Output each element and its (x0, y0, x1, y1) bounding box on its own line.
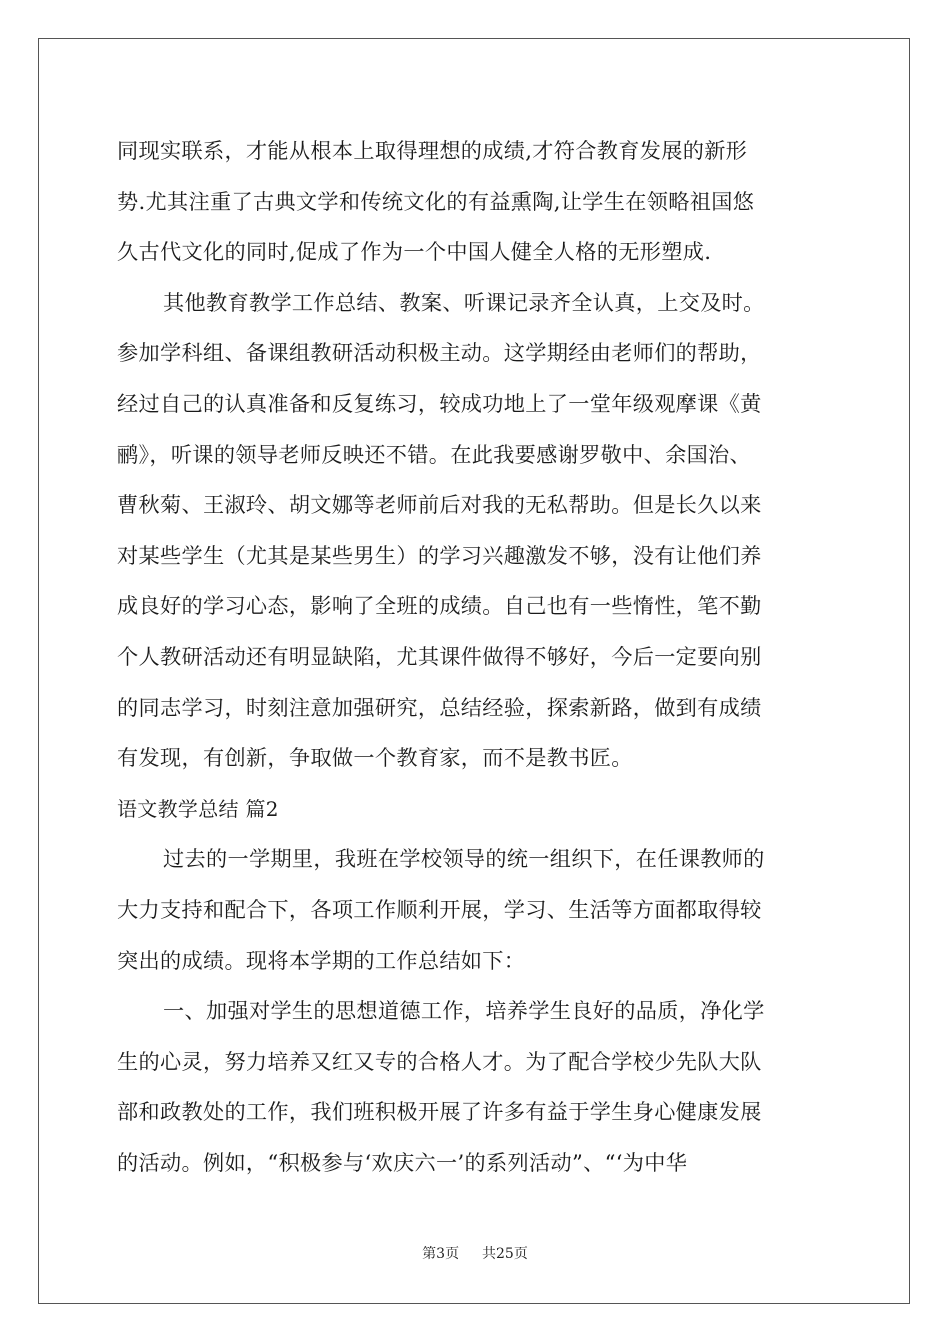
section-heading: 语文教学总结 篇2 (117, 796, 279, 821)
paragraph-first-line: 其他教育教学工作总结、教案、听课记录齐全认真，上交及时。 (163, 289, 765, 315)
paragraph-first-line: 一、加强对学生的思想道德工作，培养学生良好的品质，净化学 (163, 998, 765, 1024)
text-line: 同现实联系，才能从根本上取得理想的成绩,才符合教育发展的新形 (117, 138, 748, 163)
text-line: 个人教研活动还有明显缺陷，尤其课件做得不够好，今后一定要向别 (117, 643, 762, 669)
text-line: 突出的成绩。现将本学期的工作总结如下： (117, 947, 526, 973)
text-line: 成良好的学习心态，影响了全班的成绩。自己也有一些惰性，笔不勤 (117, 593, 762, 619)
text-line: 鹂》，听课的领导老师反映还不错。在此我要感谢罗敬中、余国治、 (117, 441, 752, 467)
text-line: 势.尤其注重了古典文学和传统文化的有益熏陶,让学生在领略祖国悠 (117, 188, 755, 214)
text-line: 的同志学习，时刻注意加强研究，总结经验，探索新路，做到有成绩 (117, 694, 762, 720)
text-line: 对某些学生（尤其是某些男生）的学习兴趣激发不够，没有让他们养 (117, 542, 762, 568)
text-line: 参加学科组、备课组教研活动积极主动。这学期经由老师们的帮助， (117, 340, 762, 366)
document-body (117, 126, 832, 1188)
text-line: 生的心灵，努力培养又红又专的合格人才。为了配合学校少先队大队 (117, 1048, 762, 1074)
page-footer (0, 1243, 950, 1263)
text-line: 有发现，有创新，争取做一个教育家，而不是教书匠。 (117, 745, 633, 771)
text-line: 的活动。例如，“积极参与‘欢庆六一’的系列活动”、“‘为中华 (117, 1149, 688, 1175)
paragraph-first-line: 过去的一学期里，我班在学校领导的统一组织下，在任课教师的 (163, 846, 765, 872)
page-total: 共25页 (482, 1246, 528, 1262)
text-line: 部和政教处的工作，我们班积极开展了许多有益于学生身心健康发展 (117, 1099, 762, 1125)
page-number: 第3页 (422, 1246, 460, 1262)
text-line: 大力支持和配合下，各项工作顺利开展，学习、生活等方面都取得较 (117, 896, 762, 922)
text-line: 曹秋菊、王淑玲、胡文娜等老师前后对我的无私帮助。但是长久以来 (117, 492, 762, 518)
text-line: 久古代文化的同时,促成了作为一个中国人健全人格的无形塑成. (117, 239, 712, 265)
text-line: 经过自己的认真准备和反复练习，较成功地上了一堂年级观摩课《黄 (117, 390, 762, 416)
